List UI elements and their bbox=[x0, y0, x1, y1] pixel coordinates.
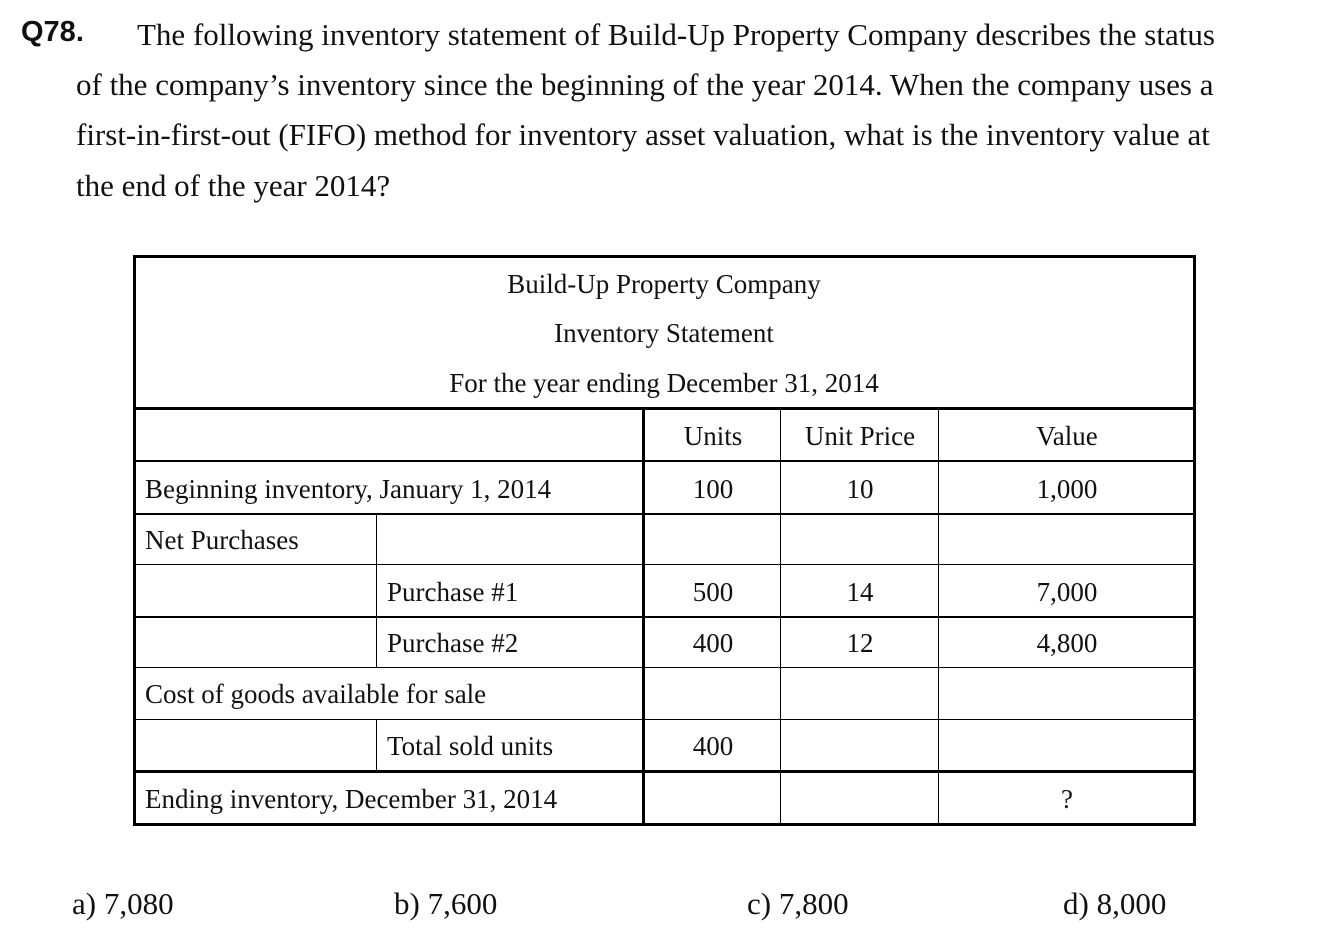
choice-b[interactable]: b) 7,600 bbox=[394, 886, 498, 921]
table-rule bbox=[133, 770, 1196, 773]
table-border bbox=[133, 823, 1196, 826]
cell-value: 1,000 bbox=[1036, 474, 1098, 504]
question-line: The following inventory statement of Build-Up Property Company describes the status bbox=[137, 17, 1215, 52]
table-border bbox=[133, 255, 1196, 258]
cell-unit-price: 14 bbox=[846, 577, 874, 607]
table-rule bbox=[938, 407, 939, 826]
row-label-ending: Ending inventory, December 31, 2014 bbox=[145, 784, 558, 814]
cell-unit-price: 12 bbox=[846, 628, 874, 658]
table-rule bbox=[133, 460, 1196, 462]
cell-units: 400 bbox=[692, 731, 734, 761]
inventory-statement-table bbox=[133, 255, 1196, 826]
table-rule bbox=[133, 719, 1196, 720]
row-label-net-purchases: Net Purchases bbox=[145, 525, 299, 555]
choice-a[interactable]: a) 7,080 bbox=[72, 886, 174, 921]
row-label-beginning: Beginning inventory, January 1, 2014 bbox=[145, 474, 552, 504]
choice-c[interactable]: c) 7,800 bbox=[747, 886, 849, 921]
question-line: the end of the year 2014? bbox=[76, 168, 391, 203]
header-value: Value bbox=[1036, 421, 1098, 451]
table-rule bbox=[376, 513, 377, 668]
cell-units: 500 bbox=[692, 577, 734, 607]
header-units: Units bbox=[683, 421, 743, 451]
statement-title: Inventory Statement bbox=[554, 318, 774, 348]
question-line: first-in-first-out (FIFO) method for inventory asset valuation, what is the inventory value at bbox=[76, 117, 1210, 152]
table-rule bbox=[780, 407, 781, 826]
row-label-sold: Total sold units bbox=[387, 731, 554, 761]
row-label-purchase-2: Purchase #2 bbox=[387, 628, 519, 658]
cell-value: 4,800 bbox=[1036, 628, 1098, 658]
table-rule bbox=[133, 407, 1196, 410]
row-label-available: Cost of goods available for sale bbox=[145, 679, 487, 709]
cell-value: 7,000 bbox=[1036, 577, 1098, 607]
header-unit-price: Unit Price bbox=[804, 421, 916, 451]
table-rule bbox=[642, 407, 645, 826]
table-rule bbox=[133, 513, 1196, 515]
table-rule bbox=[133, 564, 1196, 565]
cell-units: 400 bbox=[692, 628, 734, 658]
table-border bbox=[1193, 255, 1196, 826]
cell-units: 100 bbox=[692, 474, 734, 504]
question-number: Q78. bbox=[21, 16, 84, 48]
row-label-purchase-1: Purchase #1 bbox=[387, 577, 519, 607]
table-rule bbox=[133, 616, 1196, 618]
cell-unit-price: 10 bbox=[846, 474, 874, 504]
table-border bbox=[133, 255, 136, 826]
statement-period: For the year ending December 31, 2014 bbox=[449, 368, 879, 398]
choice-d[interactable]: d) 8,000 bbox=[1063, 886, 1167, 921]
statement-company: Build-Up Property Company bbox=[507, 269, 821, 299]
question-line: of the company’s inventory since the beginning of the year 2014. When the company uses a bbox=[76, 67, 1214, 102]
table-rule bbox=[376, 719, 377, 771]
table-rule bbox=[133, 667, 1196, 668]
cell-value-unknown: ? bbox=[1061, 784, 1073, 814]
